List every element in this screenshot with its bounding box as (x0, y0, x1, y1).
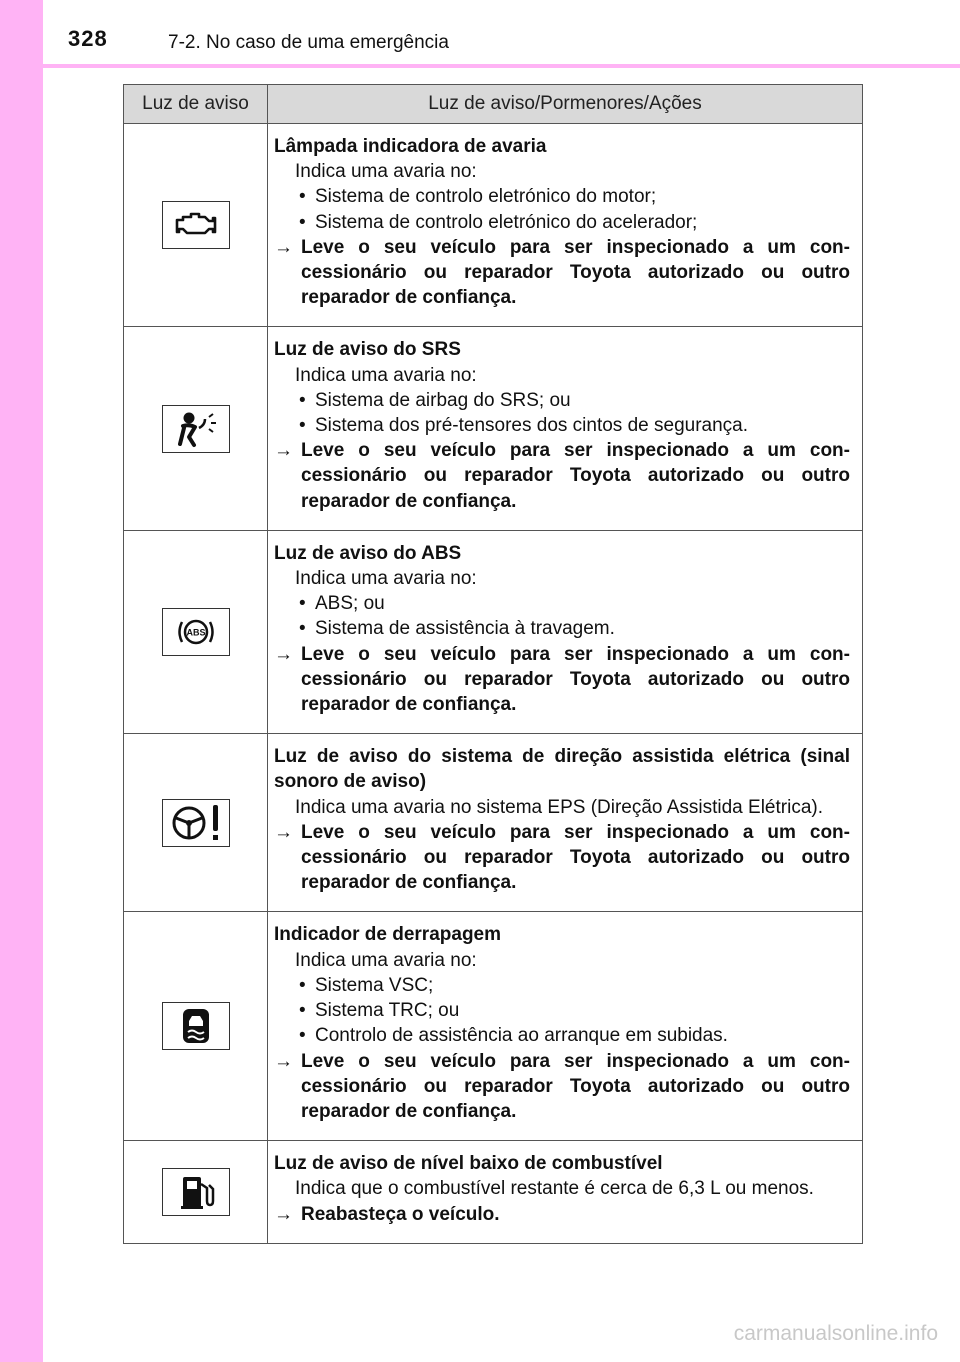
header-divider (0, 64, 960, 68)
table-row (124, 530, 863, 733)
abs-icon-label: ABS (185, 627, 206, 638)
row-title: Luz de aviso do ABS (274, 542, 462, 564)
action-text: Leve o seu veículo para ser inspecionado a um concessionário ou reparador Toyota autorizado ou outro reparador de confiança. (301, 821, 850, 894)
row-description: Indica que o combustível restante é cerca de 6,3 L ou menos. (295, 1178, 814, 1200)
row-description: Indica uma avaria no: (295, 161, 477, 183)
row-title: Lâmpada indicadora de avaria (274, 136, 547, 157)
details-cell (268, 124, 863, 327)
details-cell (268, 734, 863, 912)
engine-check-icon (162, 201, 230, 249)
table-header-row (124, 85, 863, 124)
arrow-icon: → (274, 1203, 293, 1225)
arrow-icon: → (274, 236, 293, 258)
row-description: Indica uma avaria no: (295, 949, 477, 971)
arrow-icon: → (274, 440, 293, 462)
table-row (124, 912, 863, 1141)
details-cell (268, 327, 863, 530)
warning-lights-table (123, 84, 863, 1244)
skid-indicator-icon (162, 1002, 230, 1050)
icon-cell (124, 912, 268, 1141)
row-title: Indicador de derrapagem (274, 924, 502, 946)
watermark: carmanualsonline.info (733, 1322, 938, 1345)
arrow-icon: → (274, 1050, 293, 1072)
bullet-item: • Sistema VSC; (274, 973, 850, 998)
table-row (124, 124, 863, 327)
abs-icon (162, 608, 230, 656)
details-cell (268, 530, 863, 733)
action-text: Leve o seu veículo para ser inspecionado a um concessionário ou reparador Toyota autorizado ou outro reparador de confiança. (301, 236, 850, 309)
row-title: Luz de aviso do SRS (274, 339, 461, 361)
icon-cell (124, 530, 268, 733)
icon-cell (124, 124, 268, 327)
table-row (124, 1141, 863, 1244)
icon-cell (124, 1141, 268, 1244)
bullet-item: • ABS; ou (274, 591, 850, 616)
bullet-item: • Sistema dos pré-tensores dos cintos de segurança. (274, 413, 850, 438)
action-item (274, 820, 850, 896)
side-tab-strip (0, 0, 43, 1362)
row-description: Indica uma avaria no sistema EPS (Direção Assistida Elétrica). (295, 796, 823, 818)
srs-airbag-icon (162, 405, 230, 453)
bullet-item: • Controlo de assistência ao arranque em subidas. (274, 1023, 850, 1048)
bullet-item: • Sistema de assistência à travagem. (274, 616, 850, 641)
icon-cell (124, 327, 268, 530)
bullet-item: • Sistema de airbag do SRS; ou (274, 388, 850, 413)
row-description: Indica uma avaria no: (295, 364, 477, 386)
row-title: Luz de aviso do sistema de direção assistida elétrica (sinal sonoro de aviso) (274, 746, 850, 793)
bullet-item: • Sistema de controlo eletrónico do acelerador; (274, 210, 850, 235)
row-title: Luz de aviso de nível baixo de combustível (274, 1153, 663, 1175)
arrow-icon: → (274, 821, 293, 843)
action-text: Reabasteça o veículo. (301, 1203, 500, 1225)
row-description: Indica uma avaria no: (295, 568, 477, 590)
bullet-item: • Sistema de controlo eletrónico do motor; (274, 184, 850, 209)
column-header-details: Luz de aviso/Pormenores/Ações (268, 85, 863, 124)
page-number: 328 (68, 26, 108, 51)
action-item (274, 235, 850, 311)
details-cell (268, 912, 863, 1141)
action-item (274, 1202, 850, 1227)
details-cell (268, 1141, 863, 1244)
section-title: 7-2. No caso de uma emergência (168, 32, 449, 53)
action-item (274, 438, 850, 514)
table-row (124, 327, 863, 530)
action-text: Leve o seu veículo para ser inspecionado a um concessionário ou reparador Toyota autorizado ou outro reparador de confiança. (301, 643, 850, 716)
icon-cell (124, 734, 268, 912)
action-item (274, 1049, 850, 1125)
column-header-light: Luz de aviso (124, 85, 268, 124)
fuel-pump-icon (162, 1168, 230, 1216)
steering-wheel-warning-icon (162, 799, 230, 847)
arrow-icon: → (274, 643, 293, 665)
table-row (124, 734, 863, 912)
bullet-item: • Sistema TRC; ou (274, 998, 850, 1023)
action-text: Leve o seu veículo para ser inspecionado a um concessionário ou reparador Toyota autorizado ou outro reparador de confiança. (301, 1050, 850, 1122)
action-text: Leve o seu veículo para ser inspecionado a um concessionário ou reparador Toyota autorizado ou outro reparador de confiança. (301, 440, 850, 512)
action-item (274, 642, 850, 718)
